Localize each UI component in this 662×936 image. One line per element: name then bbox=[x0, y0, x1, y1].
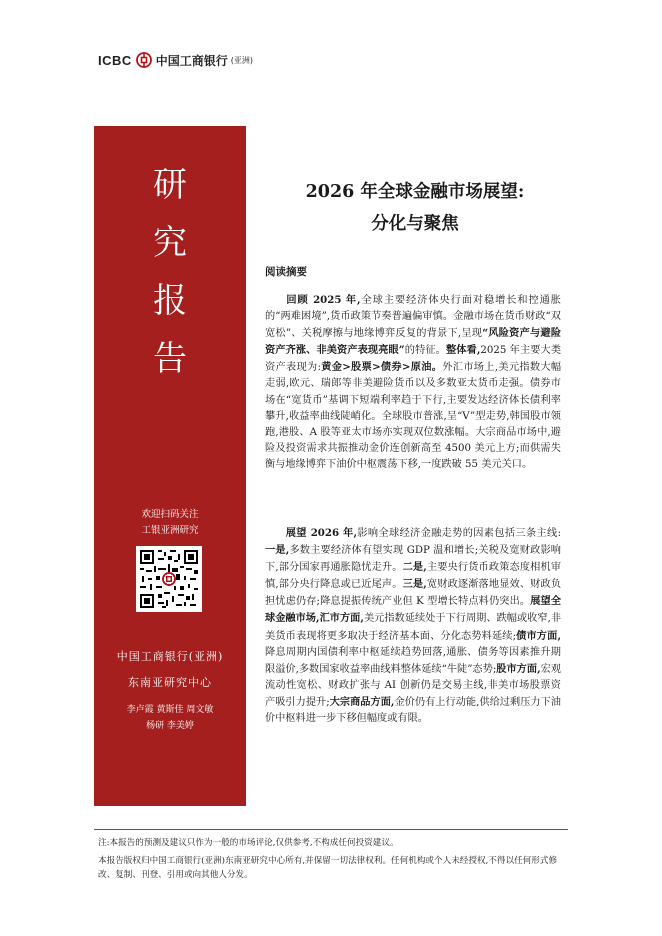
abstract-paragraph-review bbox=[265, 292, 561, 473]
bold-phrase: 展望全球金融市场, bbox=[265, 595, 562, 625]
research-center-name: 东南亚研究中心 bbox=[128, 676, 212, 689]
qr-caption-line1: 欢迎扫码关注 bbox=[141, 509, 199, 520]
bold-phrase: 汇市方面, bbox=[319, 612, 364, 625]
text-span: 全球主要经济体央行面对稳增长和控通胀的“两难困境”,货币政策节奏普遍偏审慎。金融市场在货币财政“双宽松”、关税摩擦与地缘博弈反复的背景下,呈现 bbox=[265, 295, 561, 340]
bold-phrase: 一是, bbox=[265, 544, 290, 557]
footer-divider bbox=[94, 829, 568, 830]
report-type-char: 研 bbox=[153, 165, 187, 205]
authors-line2: 杨研 李美婷 bbox=[146, 721, 194, 731]
text-span: 外汇市场上,美元指数大幅走弱,欧元、瑞郎等非美避险货币以及多数亚太货币走强。债券市场在“宽货币”基调下短端利率趋于下行,主要发达经济体长债利率攀升,收益率曲线陡峭化。全球股市普涨,呈“V”型走势,韩国股市领跑,港股、A 股等亚太市场亦实现双位数涨幅。大宗商品市场中,避险及投资需求共振推动金价连创新高至 4500 美元上方;而供需失衡与地缘博弈下油价中枢震荡下移,一度跌破 55 美元关口。 bbox=[265, 362, 562, 470]
report-type-char: 告 bbox=[153, 339, 187, 379]
report-type-title bbox=[94, 156, 246, 388]
bold-phrase: 黄金>股票>债券>原油。 bbox=[320, 361, 443, 374]
report-type-char: 究 bbox=[153, 223, 187, 263]
footer-copyright: 本报告版权归中国工商银行(亚洲)东南亚研究中心所有,并保留一切法律权利。任何机构或个人未经授权,不得以任何形式修改、复制、刊登、引用或向其他人分发。 bbox=[98, 856, 558, 880]
logo-sub-text: (亚洲) bbox=[230, 55, 254, 65]
bold-phrase: “风险资产与避险资产齐涨、非美资产表现亮眼” bbox=[265, 327, 562, 357]
qr-code-icon[interactable] bbox=[136, 546, 202, 612]
sidebar-panel bbox=[94, 126, 246, 806]
org-name: 中国工商银行(亚洲) bbox=[116, 650, 224, 663]
bold-phrase: 整体看, bbox=[445, 344, 481, 357]
bold-phrase: 三是, bbox=[402, 578, 427, 591]
qr-caption-line2: 工银亚洲研究 bbox=[141, 525, 199, 536]
bold-phrase: 展望 2026 年, bbox=[285, 527, 358, 539]
report-title-line1: 2026 年全球金融市场展望: bbox=[305, 182, 525, 202]
text-span: 主要央行货币政策态度相机审慎,部分央行降息或已近尾声。 bbox=[265, 562, 562, 591]
text-span: 影响全球经济金融走势的因素包括三条主线: bbox=[357, 528, 561, 539]
text-span: 多数主要经济体有望实现 GDP 温和增长;关税及宽财政影响下,部分国家再通胀隐忧走升。 bbox=[265, 545, 561, 574]
text-span: 金价仍有上行动能,供给过剩压力下油价中枢料进一步下移但幅度或有限。 bbox=[265, 696, 561, 725]
abstract-heading: 阅读摘要 bbox=[265, 266, 307, 278]
text-span: 2025 年主要大类资产表现为: bbox=[265, 345, 562, 374]
bold-phrase: 大宗商品方面, bbox=[329, 695, 395, 708]
icbc-seal-icon bbox=[136, 52, 152, 68]
report-type-char: 报 bbox=[153, 281, 187, 321]
text-span: 美元指数延续处于下行周期、跌幅或收窄,非美货币表现将更多取决于经济基本面、分化态势料延续; bbox=[265, 613, 562, 642]
text-span: 宏观流动性宽松、财政扩张与 AI 创新仍是交易主线,非美市场股票资产吸引力提升; bbox=[265, 663, 562, 708]
abstract-paragraph-outlook bbox=[265, 525, 561, 727]
bold-phrase: 债市方面, bbox=[516, 629, 561, 642]
report-title-line2: 分化与聚焦 bbox=[371, 214, 459, 234]
authors-line1: 李卢霞 黄斯佳 周文敏 bbox=[126, 705, 214, 715]
bold-phrase: 二是, bbox=[402, 561, 427, 574]
logo-cn-text: 中国工商银行 bbox=[155, 53, 228, 68]
footer-disclaimer: 注:本报告的预测及建议只作为一般的市场评论,仅供参考,不构成任何投资建议。 bbox=[98, 838, 399, 848]
bold-phrase: 回顾 2025 年, bbox=[285, 294, 361, 306]
text-span: 降息周期内国债利率中枢延续趋势回落,通胀、债务等因素推升期限溢价,多数国家收益率曲线料整体延续“牛陡”态势; bbox=[265, 646, 561, 675]
text-span: 的特征。 bbox=[404, 345, 446, 357]
text-span: 宽财政逐渐落地显效、财政负担忧虑仍存;降息提振传统产业但 K 型增长特点料仍突出。 bbox=[265, 579, 562, 608]
bank-logo bbox=[98, 50, 253, 70]
bold-phrase: 股市方面, bbox=[496, 662, 541, 675]
logo-en-text: ICBC bbox=[98, 52, 132, 68]
